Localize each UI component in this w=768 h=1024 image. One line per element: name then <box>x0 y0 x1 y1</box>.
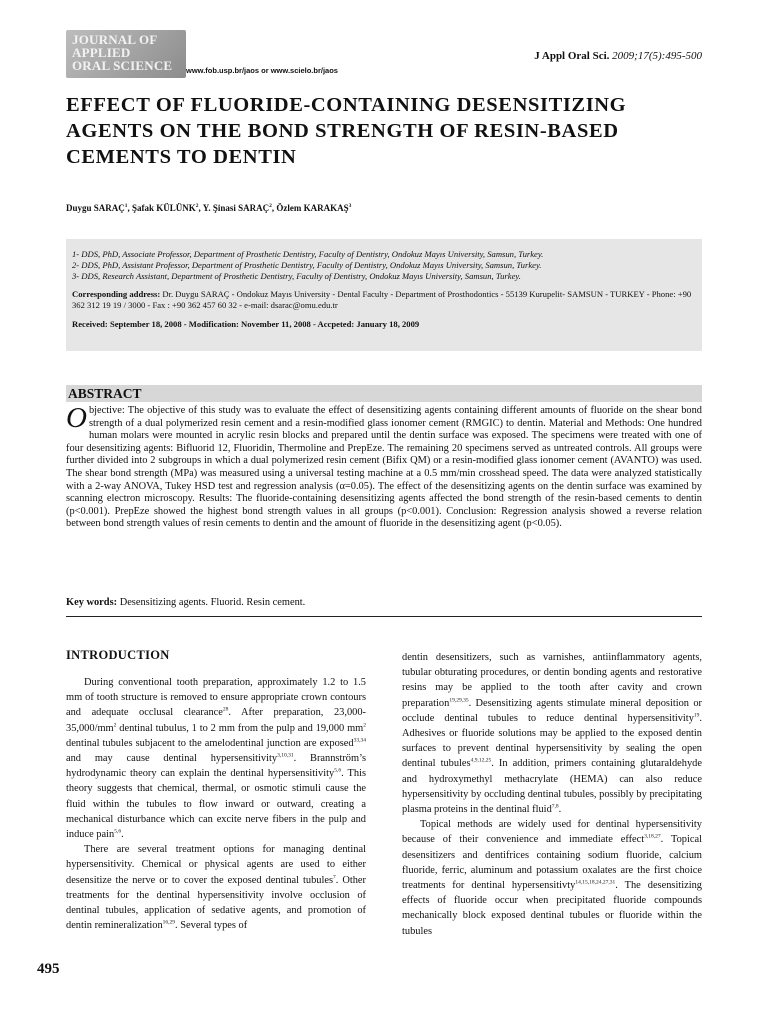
corresponding-label: Corresponding address: <box>72 288 161 299</box>
citation-reference[interactable]: 7,8 <box>551 803 559 810</box>
article-title: EFFECT OF FLUORIDE-CONTAINING DESENSITIZING AGENTS ON THE BOND STRENGTH OF RESIN-BASED CEMENTS TO DENTIN <box>66 94 627 168</box>
corresponding-address <box>72 289 696 311</box>
citation-reference[interactable]: 2 <box>113 722 117 729</box>
author-name: Şafak KÜLÜNK <box>132 203 196 213</box>
corresponding-text: Dr. Duygu SARAÇ - Ondokuz Mayıs University - Dental Faculty - Department of Prosthodontics - 55139 Kurupelit- SAMSUN - TURKEY - Phone: +90 362 312 19 19 / 3000 - Fax : +90 362 457 60 32 - e-mail: dsarac@omu.edu.tr <box>72 288 692 310</box>
affiliation-box <box>66 239 702 351</box>
citation-reference[interactable]: 4,9,12,25 <box>470 757 492 764</box>
body-paragraph: There are several treatment options for managing dentinal hypersensitivity. Chemical or physical agents are used to either desensitize the nerve or to cover the exposed dentinal tubules$^7$. Other treatments for the dentinal hypersensitivity involve occlusion of dentinal tubules, application of sedative agents, and promotion of dentin remineralization$^{16,29}$. Several types of <box>66 844 366 932</box>
body-paragraph: During conventional tooth preparation, approximately 1.2 to 1.5 mm of tooth structure is removed to ensure appropriate crown contours and adequate occlusal clearance$^{28}$. After preparation, $23,000-35,000/mm^2$ dentinal tubulus, 1 to 2 mm from the pulp and 19,000 $mm^2$ dentinal tubules subjacent to the amelodentinal junction are exposed$^{33,34}$ and may cause dentinal hypersensitivity$^{3,10,31}$. Brannström’s hydrodynamic theory can explain the dentinal hypersensitivity$^{5,6}$. This theory suggests that chemical, thermal, or osmotic stimuli cause the fluid within the tubules to flow inward or outward, creating a mechanical disturbance which can excite nerve fibers in the pulp and induce pain$^{5,6}$. <box>66 677 366 841</box>
author-list: Duygu SARAÇ$^1$, Şafak KÜLÜNK$^2$, Y. Şinasi SARAÇ$^2$, Özlem KARAKAŞ$^3$ <box>66 203 352 213</box>
logo-line: ORAL SCIENCE <box>72 58 173 73</box>
citation-journal: J Appl Oral Sci. <box>534 50 610 62</box>
keywords-text: Desensitizing agents. Fluorid. Resin cement. <box>117 597 306 608</box>
author-name: Özlem KARAKAŞ <box>276 203 349 213</box>
logo-line: JOURNAL OF <box>72 32 158 47</box>
section-divider <box>66 616 702 617</box>
right-paragraphs <box>402 650 702 939</box>
author-affiliation-mark: 3 <box>348 203 352 209</box>
author-affiliation-mark: 2 <box>269 203 272 209</box>
abstract-heading: ABSTRACT <box>66 385 702 402</box>
author-name: Y. Şinasi SARAÇ <box>202 203 270 213</box>
body-paragraph: Topical methods are widely used for dentinal hypersensitivity because of their convenience and immediate effect$^{3,18,27}$. Topical desensitizers and dentifrices containing sodium fluoride, calcium fluoride, ferric, aluminum and potassium oxalates are the first choice treatments for dentinal hypersensitivty$^{14,15,18,24,27,31}$. The desensitizing effects of fluoride occur when precipitated fluoride compounds mechanically block exposed dentinal tubules or fluoride within the tubules <box>402 819 702 937</box>
affiliation: 1- DDS, PhD, Associate Professor, Department of Prosthetic Dentistry, Faculty of Dentistry, Ondokuz Mayıs University, Samsun, Turkey. <box>72 249 544 259</box>
citation-reference[interactable]: 7 <box>333 874 336 881</box>
body-column-right <box>402 650 702 939</box>
citation-ref: 2009;17(5):495-500 <box>612 50 702 62</box>
citation-reference[interactable]: 2 <box>363 722 366 729</box>
logo-line: APPLIED <box>72 45 131 60</box>
citation-reference[interactable]: 5,6 <box>334 767 342 774</box>
body-column-left <box>66 648 366 933</box>
citation-reference[interactable]: 33,34 <box>353 737 366 744</box>
citation <box>534 50 702 62</box>
citation-reference[interactable]: 19 <box>693 712 700 719</box>
keywords <box>66 597 305 608</box>
page-number: 495 <box>37 961 60 977</box>
affiliation: 2- DDS, PhD, Assistant Professor, Department of Prosthetic Dentistry, Faculty of Dentistry, Ondokuz Mayıs University, Samsun, Turkey. <box>72 260 542 271</box>
author-affiliation-mark: 2 <box>195 203 199 209</box>
article-dates: Received: September 18, 2008 - Modification: November 11, 2008 - Accpeted: January 18, 2009 <box>72 319 420 330</box>
citation-reference[interactable]: 5,6 <box>114 828 122 835</box>
keywords-label: Key words: <box>66 597 118 608</box>
author-affiliation-mark: 1 <box>124 203 128 209</box>
author-name: Duygu SARAÇ <box>66 203 125 213</box>
affiliation: 3- DDS, Research Assistant, Department of Prosthetic Dentistry, Faculty of Dentistry, Ondokuz Mayıs University, Samsun, Turkey. <box>72 271 521 282</box>
abstract-dropcap: O <box>66 402 87 434</box>
journal-logo <box>66 30 186 78</box>
body-paragraph: dentin desensitizers, such as varnishes, antiinflammatory agents, tubular obturating procedures, or dentin bonding agents and restorative resins may be applied to the tooth after cavity and crown preparation$^{19,29,35}$. Desensitizing agents stimulate mineral deposition or occlude dentinal tubules to reduce dentinal hypersensitivity$^{19}$. Adhesives or fluoride solutions may be applied to the exposed dentin surfaces to prevent dentinal hypersensitivity by sealing the open dentinal tubules$^{4,9,12,25}$. In addition, primers containing glutaraldehyde and hydroxymethyl methacrylate (HEMA) can also reduce hypersensitivity by occluding dentinal tubules, possibly by precipitating plasma proteins in the dentinal fluid$^{7,8}$. <box>402 652 702 816</box>
citation-reference[interactable]: 3,10,31 <box>277 752 294 759</box>
abstract-text: bjective: The objective of this study was to evaluate the effect of desensitizing agents containing different amounts of fluoride on the shear bond strength of a dual polymerized resin cement and a resin-modified glass ionomer cement (RMGIC) to dentin. Material and Methods: One hundred human molars were mounted in acrylic resin blocks and prepared until the dentin surface was exposed. The specimens were treated with one of four desensitizing agents: Bifluorid 12, Fluoridin, Thermoline and PrepEze. The remaining 20 specimens served as untreated controls. All groups were further divided into 2 subgroups in which a dual polymerized resin cement (Bifix QM) or a resin-modified glass ionomer cement (AVANTO) was used. The shear bond strength (MPa) was measured using a universal testing machine at a 0.5 mm/min crosshead speed. The data were analyzed statistically with a 2-way ANOVA, Tukey HSD test and regression analysis (α=0.05). The effect of the desensitizing agents on the dentin surface was examined by scanning electron microscopy. Results: The fluoride-containing desensitizing agents affected the bond strength of the resin-based cements to dentin (p<0.001). PrepEze showed the highest bond strength values in all groups (p<0.001). Conclusion: Regression analysis showed a reverse relation between bond strength values of resin cements to dentin and the amount of fluoride in the desensitizing agent (p<0.05). <box>66 405 702 530</box>
abstract-body <box>66 402 702 531</box>
left-paragraphs <box>66 675 366 933</box>
journal-url[interactable]: www.fob.usp.br/jaos or www.scielo.br/jaos <box>186 66 338 75</box>
citation-reference[interactable]: 19,29,35 <box>449 697 469 704</box>
citation-reference[interactable]: 14,15,18,24,27,31 <box>575 879 616 886</box>
section-heading-introduction: INTRODUCTION <box>66 648 170 662</box>
citation-reference[interactable]: 3,18,27 <box>644 833 661 840</box>
citation-reference[interactable]: 28 <box>222 706 229 713</box>
citation-reference[interactable]: 16,29 <box>162 919 176 926</box>
